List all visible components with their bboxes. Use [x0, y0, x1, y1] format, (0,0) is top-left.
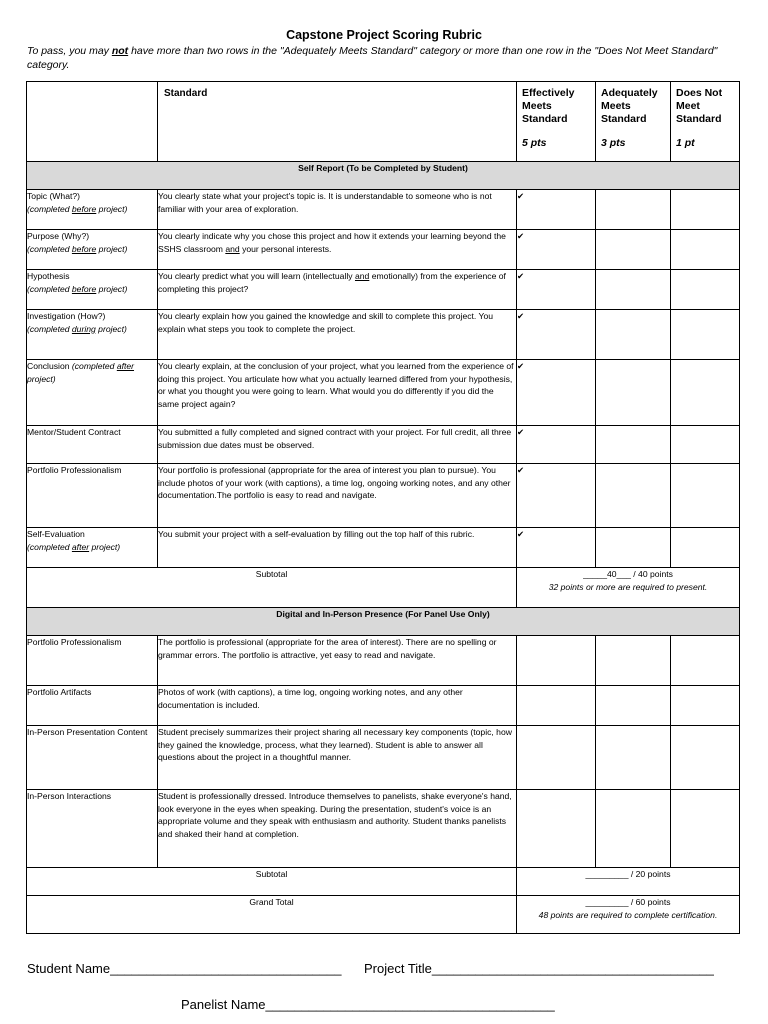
rubric-row: [27, 790, 740, 868]
criterion-name: Portfolio Professionalism: [27, 637, 122, 647]
criterion-description: [158, 230, 517, 270]
rubric-body: [27, 82, 740, 934]
criterion-name: Purpose (Why?): [27, 231, 90, 241]
criterion-timing-part: before: [71, 283, 97, 294]
header-effectively: [517, 82, 596, 162]
subtotal-note: 32 points or more are required to present.: [548, 581, 708, 592]
criterion-timing-part: project): [96, 283, 128, 294]
section-header-row: [27, 608, 740, 636]
criterion-timing-part: (completed: [27, 203, 72, 214]
score-does-not-cell[interactable]: [671, 360, 740, 426]
score-adequately-cell[interactable]: [596, 426, 671, 464]
description-part: Photos of work (with captions), a time log, ongoing working notes, and any other documentation is included.: [158, 687, 463, 710]
score-adequately-cell[interactable]: [596, 636, 671, 686]
criterion-name: Conclusion: [27, 361, 70, 371]
description-part: You submitted a fully completed and signed contract with your project. For full credit, all three submission due dates must be observed.: [158, 427, 512, 450]
criterion-timing: [27, 243, 157, 256]
criterion-description: [158, 360, 517, 426]
criterion-cell: [27, 686, 158, 726]
grand-total-points-value: _________ / 60 points: [585, 897, 671, 907]
grand-total-label: Grand Total: [27, 896, 517, 934]
criterion-cell: [27, 270, 158, 310]
criterion-name: Topic (What?): [27, 191, 81, 201]
score-effectively-cell[interactable]: [517, 726, 596, 790]
criterion-description: [158, 528, 517, 568]
criterion-cell: [27, 726, 158, 790]
grand-total-points: [517, 896, 740, 934]
criterion-name: Hypothesis: [27, 271, 70, 281]
criterion-timing-part: project): [27, 373, 56, 384]
criterion-name: Portfolio Professionalism: [27, 465, 122, 475]
description-part: and: [225, 243, 240, 254]
header-adequately-points: 3 pts: [601, 137, 626, 149]
score-does-not-cell[interactable]: [671, 636, 740, 686]
criterion-cell: [27, 310, 158, 360]
criterion-name: Portfolio Artifacts: [27, 687, 92, 697]
criterion-timing: [27, 323, 157, 336]
score-adequately-cell[interactable]: [596, 686, 671, 726]
header-standard: Standard: [158, 82, 517, 162]
subtotal-points-value: _________ / 20 points: [585, 869, 671, 879]
criterion-name: Self-Evaluation: [27, 529, 85, 539]
rubric-row: [27, 726, 740, 790]
score-effectively-cell[interactable]: [517, 190, 596, 230]
score-effectively-cell[interactable]: [517, 310, 596, 360]
subtotal-points: [517, 568, 740, 608]
rubric-table: [26, 81, 740, 934]
grand-total-note: 48 points are required to complete certification.: [538, 909, 718, 920]
header-blank-cell: [27, 82, 158, 162]
score-adequately-cell[interactable]: [596, 270, 671, 310]
project-title-line[interactable]: Project Title_______________________________________: [364, 961, 714, 976]
section-title: Digital and In-Person Presence (For Panel Use Only): [27, 608, 740, 636]
checkmark-icon: ✔: [517, 361, 525, 371]
score-does-not-cell[interactable]: [671, 270, 740, 310]
score-adequately-cell[interactable]: [596, 790, 671, 868]
subtotal-points: [517, 868, 740, 896]
criterion-timing-part: project): [96, 203, 128, 214]
criterion-cell: [27, 464, 158, 528]
criterion-cell: [27, 190, 158, 230]
criterion-name: Investigation (How?): [27, 311, 106, 321]
criterion-cell: [27, 230, 158, 270]
checkmark-icon: ✔: [517, 191, 525, 201]
criterion-timing-part: project): [96, 243, 128, 254]
description-part: You clearly predict what you will learn (intellectually: [158, 271, 355, 281]
checkmark-icon: ✔: [517, 231, 525, 241]
criterion-description: [158, 726, 517, 790]
score-adequately-cell[interactable]: [596, 360, 671, 426]
criterion-name: Mentor/Student Contract: [27, 427, 121, 437]
score-adequately-cell[interactable]: [596, 190, 671, 230]
subtotal-label: Subtotal: [27, 868, 517, 896]
score-does-not-cell[interactable]: [671, 686, 740, 726]
section-title: Self Report (To be Completed by Student): [27, 162, 740, 190]
score-does-not-cell[interactable]: [671, 190, 740, 230]
criterion-timing-part: (completed: [69, 361, 117, 371]
score-adequately-cell[interactable]: [596, 230, 671, 270]
checkmark-icon: ✔: [517, 271, 525, 281]
criterion-timing-part: (completed: [27, 323, 72, 334]
criterion-timing-part: after: [116, 361, 135, 371]
rubric-row: [27, 464, 740, 528]
criterion-timing: [27, 283, 157, 296]
subtotal-points-value: _____40___ / 40 points: [583, 569, 673, 579]
header-does-not-points: 1 pt: [676, 137, 695, 149]
header-does-not-label: Does Not Meet Standard: [676, 87, 723, 125]
description-part: You clearly state what your project's topic is. It is understandable to someone who is not familiar with your area of exploration.: [158, 191, 492, 214]
criterion-cell: [27, 528, 158, 568]
criterion-timing-part: before: [71, 243, 97, 254]
criterion-timing: [27, 541, 157, 554]
description-part: Your portfolio is professional (appropriate for the area of interest you plan to pursue). You include photos of your work (with captions), a time log, ongoing working notes, and any other documentation.The portfolio is easy to read and navigate.: [158, 465, 511, 500]
header-adequately: [596, 82, 671, 162]
header-does-not: [671, 82, 740, 162]
rubric-row: [27, 310, 740, 360]
subtotal-row: [27, 868, 740, 896]
header-effectively-points: 5 pts: [522, 137, 547, 149]
student-name-line[interactable]: Student Name________________________________: [27, 961, 342, 976]
description-part: emotionally) from the experience of completing this project?: [158, 271, 506, 294]
score-effectively-cell[interactable]: [517, 790, 596, 868]
criterion-description: [158, 686, 517, 726]
header-effectively-label: Effectively Meets Standard: [522, 87, 575, 125]
criterion-cell: [27, 360, 158, 426]
criterion-timing-part: (completed: [27, 243, 72, 254]
score-effectively-cell[interactable]: [517, 464, 596, 528]
criterion-timing-part: project): [95, 323, 127, 334]
criterion-description: [158, 464, 517, 528]
rubric-row: [27, 528, 740, 568]
score-adequately-cell[interactable]: [596, 310, 671, 360]
checkmark-icon: ✔: [517, 311, 525, 321]
score-effectively-cell[interactable]: [517, 636, 596, 686]
description-part: You submit your project with a self-evaluation by filling out the top half of this rubric.: [158, 529, 475, 539]
criterion-name: In-Person Presentation Content: [27, 727, 148, 737]
subtotal-row: [27, 568, 740, 608]
score-does-not-cell[interactable]: [671, 426, 740, 464]
description-part: and: [354, 271, 370, 281]
criterion-description: [158, 310, 517, 360]
criterion-description: [158, 190, 517, 230]
intro-after: have more than two rows in the "Adequately Meets Standard" category or more than one row in the "Does Not Meet Standard" category.: [27, 45, 718, 71]
criterion-cell: [27, 790, 158, 868]
panelist-name-line[interactable]: Panelist Name________________________________________: [181, 997, 555, 1012]
score-does-not-cell[interactable]: [671, 464, 740, 528]
criterion-timing: [27, 203, 157, 216]
description-part: Student precisely summarizes their project sharing all necessary key components (topic, how they gained the knowledge, process, what they learned). Student is able to answer all questions about the project in a thoughtful manner.: [158, 727, 512, 762]
criterion-description: [158, 270, 517, 310]
rubric-row: [27, 190, 740, 230]
score-effectively-cell[interactable]: [517, 686, 596, 726]
rubric-row: [27, 230, 740, 270]
score-effectively-cell[interactable]: [517, 528, 596, 568]
score-effectively-cell[interactable]: [517, 230, 596, 270]
description-part: You clearly explain how you gained the knowledge and skill to complete this project. You explain what steps you took to complete the project.: [158, 311, 494, 334]
intro-emphasis: not: [111, 45, 129, 57]
description-part: You clearly indicate why you chose this project and how it extends your learning beyond the SSHS classroom: [158, 231, 506, 254]
score-adequately-cell[interactable]: [596, 528, 671, 568]
score-effectively-cell[interactable]: [517, 426, 596, 464]
page-title: Capstone Project Scoring Rubric: [286, 28, 482, 42]
score-adequately-cell[interactable]: [596, 464, 671, 528]
subtotal-label: Subtotal: [27, 568, 517, 608]
criterion-description: [158, 426, 517, 464]
rubric-row: [27, 270, 740, 310]
criterion-timing-part: after: [71, 541, 90, 552]
rubric-row: [27, 636, 740, 686]
rubric-row: [27, 686, 740, 726]
grand-total-row: [27, 896, 740, 934]
criterion-timing-part: project): [89, 541, 121, 552]
score-effectively-cell[interactable]: [517, 360, 596, 426]
score-does-not-cell[interactable]: [671, 230, 740, 270]
header-adequately-label: Adequately Meets Standard: [601, 87, 658, 125]
score-effectively-cell[interactable]: [517, 270, 596, 310]
header-row: [27, 82, 740, 162]
intro-text: [27, 44, 727, 72]
criterion-timing-part: (completed: [27, 541, 72, 552]
description-part: The portfolio is professional (appropriate for the area of interest). There are no spelling or grammar errors. The portfolio is attractive, yet easy to read and navigate.: [158, 637, 497, 660]
description-part: your personal interests.: [239, 243, 332, 254]
criterion-description: [158, 636, 517, 686]
checkmark-icon: ✔: [517, 529, 525, 539]
description-part: Student is professionally dressed. Introduce themselves to panelists, shake everyone's hand, look everyone in the eyes when speaking. During the presentation, student's voice is an appropriate volume and they speak with enthusiasm and authority. Student thanks panelists and shaked their hand at completion.: [158, 791, 512, 839]
criterion-cell: [27, 426, 158, 464]
criterion-timing-part: during: [71, 323, 96, 334]
criterion-timing-part: (completed: [27, 283, 72, 294]
criterion-cell: [27, 636, 158, 686]
criterion-description: [158, 790, 517, 868]
intro-before: To pass, you may: [27, 45, 112, 57]
score-does-not-cell[interactable]: [671, 790, 740, 868]
score-adequately-cell[interactable]: [596, 726, 671, 790]
rubric-row: [27, 426, 740, 464]
score-does-not-cell[interactable]: [671, 310, 740, 360]
score-does-not-cell[interactable]: [671, 726, 740, 790]
rubric-row: [27, 360, 740, 426]
checkmark-icon: ✔: [517, 427, 525, 437]
checkmark-icon: ✔: [517, 465, 525, 475]
criterion-timing-part: before: [71, 203, 97, 214]
description-part: You clearly explain, at the conclusion of your project, what you learned from the experience of doing this project. You articulate how what you actually learned differed from your hypothesis, or what you thought you were going to learn. What would you do differently if you did the same project again?: [158, 361, 514, 409]
criterion-name: In-Person Interactions: [27, 791, 112, 801]
section-header-row: [27, 162, 740, 190]
score-does-not-cell[interactable]: [671, 528, 740, 568]
